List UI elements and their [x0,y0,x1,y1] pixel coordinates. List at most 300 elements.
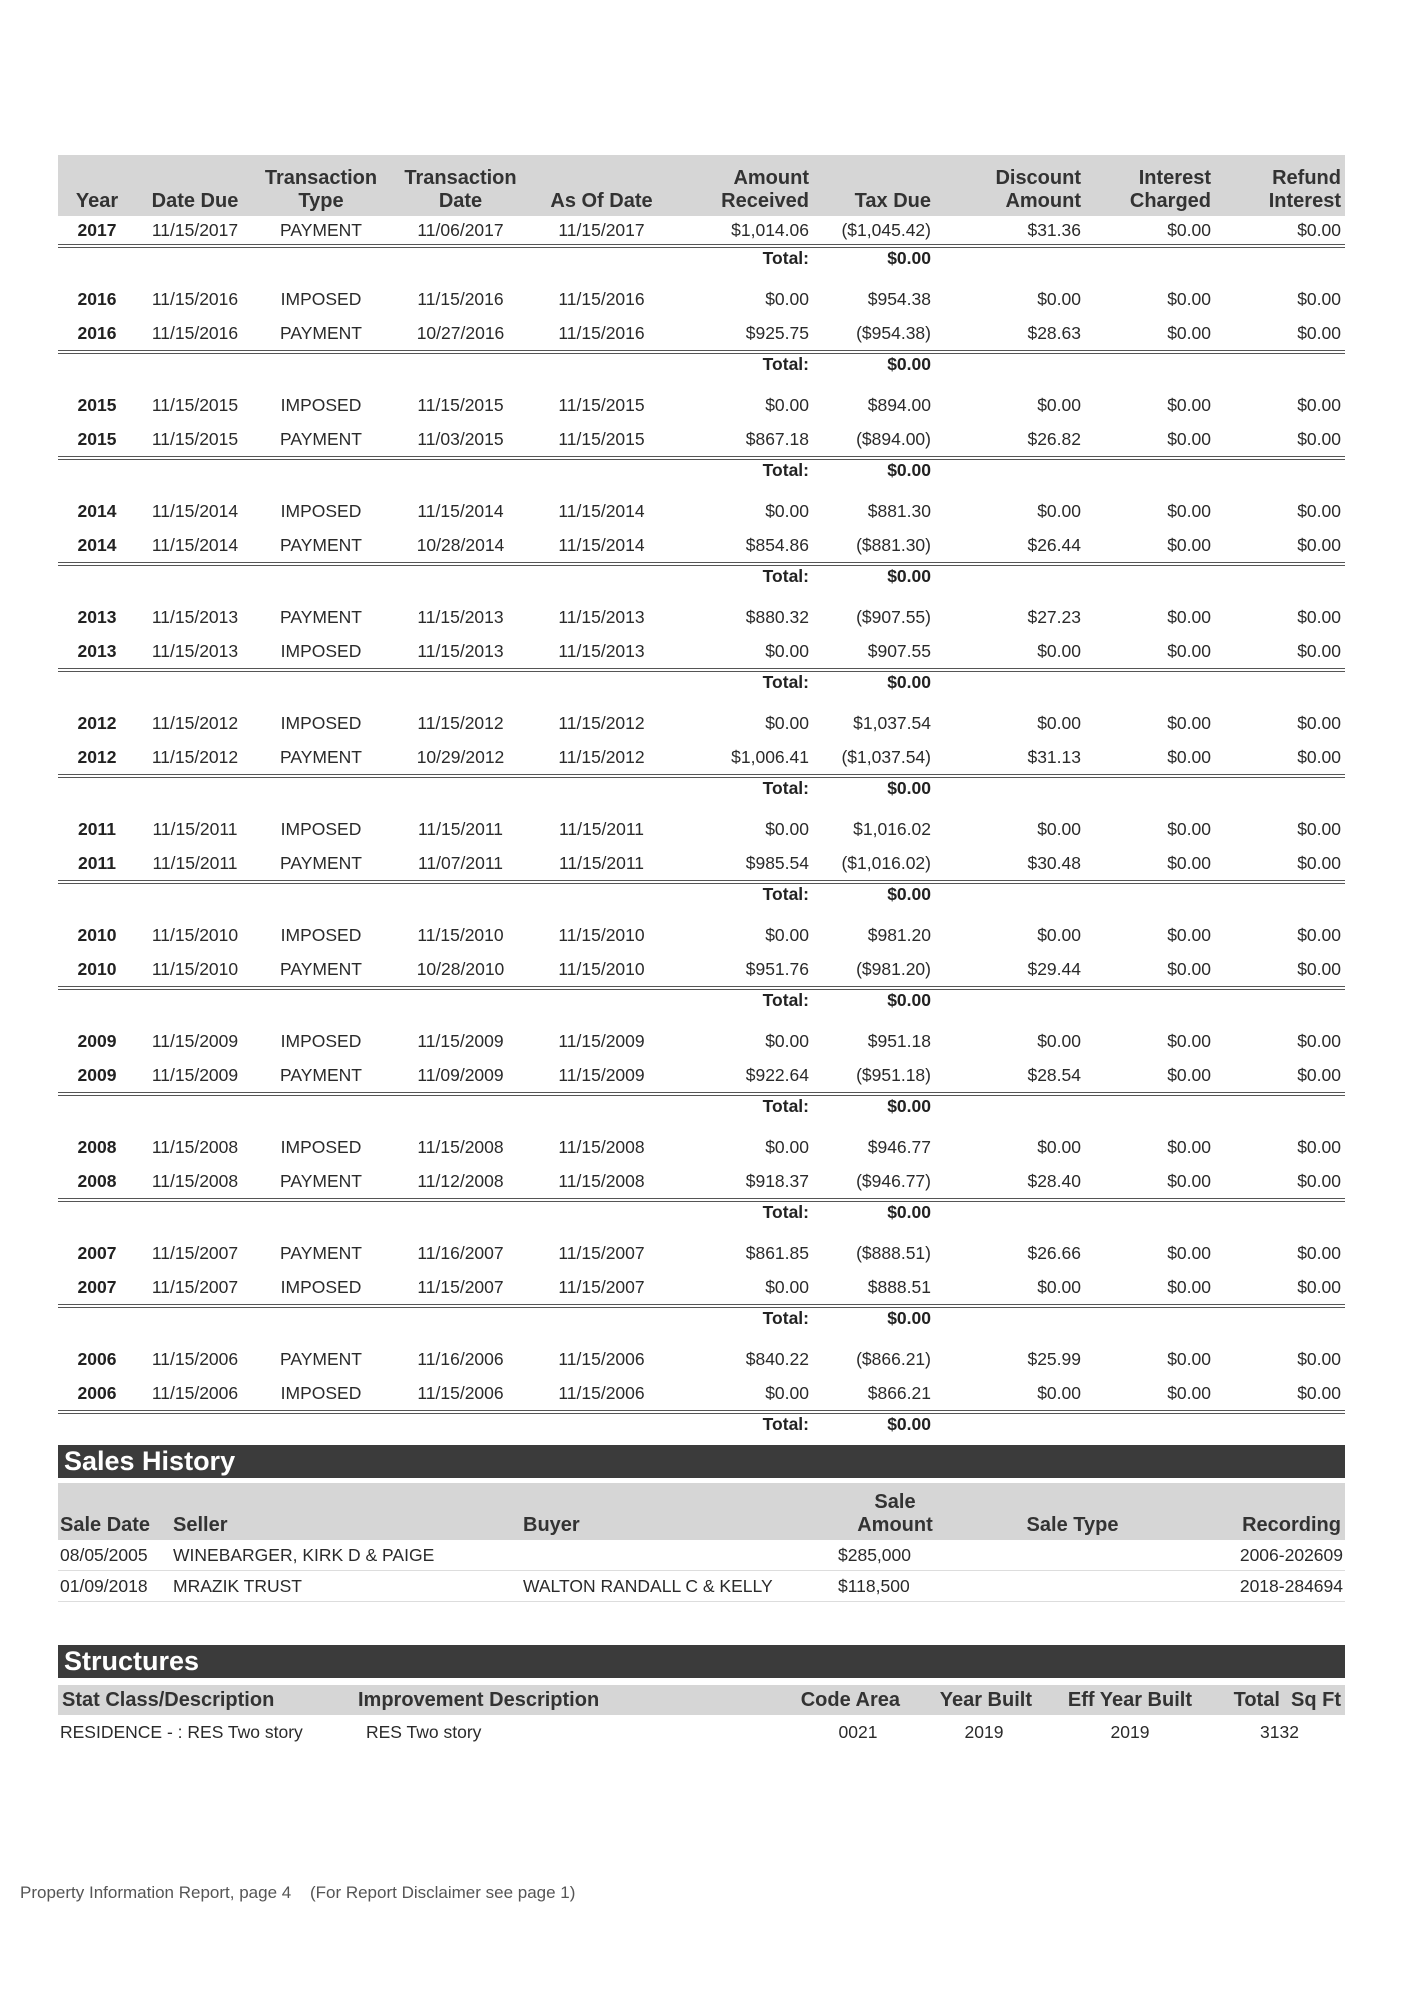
total-cell [388,988,533,1010]
total-cell [254,1412,388,1434]
tax-due: ($954.38) [856,322,931,343]
total-cell [935,1094,1085,1116]
transaction-date: 11/12/2008 [417,1170,504,1191]
tax-due: ($881.30) [856,534,931,555]
sales-header-row [58,1483,1345,1540]
total-value: $0.00 [813,670,935,692]
transaction-type: PAYMENT [280,852,362,873]
refund-interest: $0.00 [1297,288,1341,309]
discount-amount: $0.00 [1037,1030,1081,1051]
total-cell [935,458,1085,480]
amount-received: $880.32 [745,606,809,627]
transaction-date: 11/03/2015 [417,428,504,449]
date-due: 11/15/2010 [151,958,239,979]
total-cell [935,988,1085,1010]
tax-due: ($888.51) [856,1242,931,1263]
year: 2008 [77,1136,117,1157]
total-label: Total: [670,776,813,798]
year: 2013 [77,640,117,661]
year: 2012 [77,746,117,767]
total-cell [58,1412,136,1434]
table-row [58,1540,1345,1571]
interest-charged: $0.00 [1167,1242,1211,1263]
discount-amount: $0.00 [1037,500,1081,521]
transaction-type: IMPOSED [280,500,362,521]
transaction-type: PAYMENT [280,958,362,979]
transaction-date: 11/15/2008 [417,1136,504,1157]
discount-amount: $0.00 [1037,712,1081,733]
header-recording: Recording [1191,1483,1345,1540]
group-spacer [58,1328,1345,1342]
year: 2008 [77,1170,117,1191]
amount-received: $0.00 [765,818,809,839]
total-cell [58,776,136,798]
as-of-date: 11/15/2006 [558,1382,645,1403]
year: 2010 [77,924,117,945]
as-of-date: 11/15/2009 [558,1064,645,1085]
transaction-type: PAYMENT [280,322,362,343]
transaction-type: IMPOSED [280,1382,362,1403]
transaction-type: IMPOSED [280,1276,362,1297]
transaction-date: 11/06/2017 [417,219,504,240]
total-cell [254,352,388,374]
total-cell [388,670,533,692]
amount-received: $0.00 [765,712,809,733]
year: 2017 [77,219,117,240]
transaction-type: PAYMENT [280,534,362,555]
total-cell [58,246,136,268]
header-as-of-date: As Of Date [533,155,670,216]
header-total-sq-ft: Total Sq Ft [1196,1685,1345,1715]
refund-interest: $0.00 [1297,640,1341,661]
total-cell [1085,1306,1215,1328]
refund-interest: $0.00 [1297,818,1341,839]
recording: 2018-284694 [1191,1571,1345,1602]
total-cell [254,1306,388,1328]
total-cell [1215,670,1345,692]
total-label: Total: [670,670,813,692]
group-spacer [58,374,1345,388]
refund-interest: $0.00 [1297,500,1341,521]
tax-due: $981.20 [867,924,931,945]
interest-charged: $0.00 [1167,746,1211,767]
total-cell [58,882,136,904]
seller: MRAZIK TRUST [171,1571,521,1602]
transaction-date: 11/15/2009 [417,1030,504,1051]
total-row [58,988,1345,1010]
amount-received: $867.18 [745,428,809,449]
tax-due: ($894.00) [856,428,931,449]
buyer [521,1540,836,1571]
year: 2012 [77,712,117,733]
transaction-date: 11/15/2013 [417,606,504,627]
group-spacer [58,692,1345,706]
total-cell [1085,882,1215,904]
total-cell [935,564,1085,586]
total-cell [533,1200,670,1222]
discount-amount: $0.00 [1037,1382,1081,1403]
total-cell [1085,246,1215,268]
total-label: Total: [670,1306,813,1328]
total-row [58,1200,1345,1222]
discount-amount: $26.82 [1027,428,1081,449]
as-of-date: 11/15/2012 [558,712,645,733]
total-cell [58,670,136,692]
transaction-date: 10/28/2014 [416,534,505,555]
recording: 2006-202609 [1191,1540,1345,1571]
total-cell [935,352,1085,374]
refund-interest: $0.00 [1297,1242,1341,1263]
total-cell [136,564,254,586]
year: 2016 [77,288,117,309]
total-cell [1085,1200,1215,1222]
refund-interest: $0.00 [1297,1276,1341,1297]
header-sale-type: Sale Type [956,1483,1191,1540]
tax-due: ($1,016.02) [841,852,931,873]
as-of-date: 11/15/2014 [558,534,645,555]
total-cell [254,1094,388,1116]
total-label: Total: [670,1412,813,1434]
table-row [58,952,1345,988]
total-cell [1085,564,1215,586]
header-refund-interest: Refund Interest [1215,155,1345,216]
total-cell [1215,1412,1345,1434]
amount-received: $1,014.06 [731,219,809,240]
total-row [58,1094,1345,1116]
total-cell [136,882,254,904]
transaction-type: PAYMENT [280,1242,362,1263]
header-amount-received: Amount Received [670,155,813,216]
amount-received: $985.54 [745,852,809,873]
year: 2014 [77,534,117,555]
date-due: 11/15/2011 [152,852,238,873]
total-cell [1085,776,1215,798]
tax-due: $954.38 [867,288,931,309]
table-row [58,1571,1345,1602]
total-value: $0.00 [813,246,935,268]
eff-year-built: 2019 [1110,1721,1150,1742]
header-tax-due: Tax Due [813,155,935,216]
transaction-type: PAYMENT [280,428,362,449]
total-cell [136,352,254,374]
amount-received: $0.00 [765,1382,809,1403]
table-row [58,740,1345,776]
total-row [58,564,1345,586]
total-cell [1085,458,1215,480]
total-label: Total: [670,882,813,904]
total-label: Total: [670,988,813,1010]
seller: WINEBARGER, KIRK D & PAIGE [171,1540,521,1571]
discount-amount: $28.54 [1027,1064,1081,1085]
group-spacer [58,1116,1345,1130]
transaction-type: IMPOSED [280,818,362,839]
total-cell [136,670,254,692]
table-row [58,388,1345,422]
tax-due: ($1,045.42) [841,219,931,240]
spacer-cell [58,798,1345,812]
total-cell [935,882,1085,904]
discount-amount: $0.00 [1037,1136,1081,1157]
total-cell [1085,1094,1215,1116]
total-cell [58,1306,136,1328]
sale-amount: $285,000 [836,1540,956,1571]
refund-interest: $0.00 [1297,1348,1341,1369]
total-value: $0.00 [813,776,935,798]
refund-interest: $0.00 [1297,924,1341,945]
as-of-date: 11/15/2011 [559,852,644,873]
total-value: $0.00 [813,988,935,1010]
transaction-date: 11/15/2012 [417,712,504,733]
table-row [58,1130,1345,1164]
total-cell [136,246,254,268]
transaction-type: IMPOSED [280,1030,362,1051]
table-row [58,812,1345,846]
total-row [58,670,1345,692]
table-row [58,282,1345,316]
discount-amount: $0.00 [1037,924,1081,945]
total-cell [1215,352,1345,374]
total-cell [533,1412,670,1434]
sale-date: 08/05/2005 [58,1540,171,1571]
year: 2011 [78,818,116,839]
date-due: 11/15/2013 [151,606,239,627]
table-row [58,216,1345,246]
table-row [58,1715,1345,1749]
interest-charged: $0.00 [1167,852,1211,873]
total-value: $0.00 [813,1306,935,1328]
transaction-date: 10/28/2010 [416,958,505,979]
transaction-type: PAYMENT [280,1348,362,1369]
table-row [58,422,1345,458]
spacer-cell [58,904,1345,918]
total-cell [136,988,254,1010]
transaction-date: 10/27/2016 [416,322,505,343]
refund-interest: $0.00 [1297,606,1341,627]
table-row [58,706,1345,740]
total-cell [388,1412,533,1434]
structures-table [58,1685,1345,1749]
tax-due: $888.51 [867,1276,931,1297]
interest-charged: $0.00 [1167,818,1211,839]
interest-charged: $0.00 [1167,219,1211,240]
amount-received: $918.37 [745,1170,809,1191]
table-row [58,494,1345,528]
refund-interest: $0.00 [1297,1064,1341,1085]
date-due: 11/15/2014 [151,534,239,555]
year: 2013 [77,606,117,627]
total-cell [935,1306,1085,1328]
spacer-cell [58,374,1345,388]
table-row [58,316,1345,352]
header-sale-date: Sale Date [58,1483,171,1540]
refund-interest: $0.00 [1297,1136,1341,1157]
transaction-type: PAYMENT [280,606,362,627]
year: 2009 [77,1030,117,1051]
total-cell [533,458,670,480]
as-of-date: 11/15/2012 [558,746,645,767]
group-spacer [58,586,1345,600]
amount-received: $0.00 [765,924,809,945]
interest-charged: $0.00 [1167,288,1211,309]
interest-charged: $0.00 [1167,1170,1211,1191]
total-value: $0.00 [813,882,935,904]
total-cell [935,1200,1085,1222]
tax-due: $1,016.02 [853,818,931,839]
header-code-area: Code Area [774,1685,904,1715]
tax-due: $866.21 [867,1382,931,1403]
table-row [58,1270,1345,1306]
discount-amount: $26.66 [1027,1242,1081,1263]
tax-due: ($946.77) [856,1170,931,1191]
total-cell [1085,1412,1215,1434]
total-cell [533,1306,670,1328]
header-date-due: Date Due [136,155,254,216]
as-of-date: 11/15/2013 [558,606,645,627]
date-due: 11/15/2006 [151,1382,239,1403]
transaction-type: IMPOSED [280,712,362,733]
year: 2011 [78,852,116,873]
discount-amount: $0.00 [1037,640,1081,661]
total-cell [1215,988,1345,1010]
discount-amount: $25.99 [1027,1348,1081,1369]
total-value: $0.00 [813,1094,935,1116]
amount-received: $0.00 [765,500,809,521]
total-cell [254,882,388,904]
as-of-date: 11/15/2011 [559,818,644,839]
interest-charged: $0.00 [1167,958,1211,979]
group-spacer [58,1222,1345,1236]
total-cell [935,670,1085,692]
interest-charged: $0.00 [1167,428,1211,449]
refund-interest: $0.00 [1297,1382,1341,1403]
header-eff-year-built: Eff Year Built [1036,1685,1196,1715]
total-row [58,246,1345,268]
transaction-date: 11/15/2010 [417,924,504,945]
interest-charged: $0.00 [1167,1030,1211,1051]
interest-charged: $0.00 [1167,924,1211,945]
tax-due: ($866.21) [856,1348,931,1369]
table-row [58,1376,1345,1412]
as-of-date: 11/15/2017 [558,219,645,240]
year: 2007 [77,1276,117,1297]
transaction-date: 11/15/2006 [417,1382,504,1403]
date-due: 11/15/2006 [151,1348,239,1369]
spacer-cell [58,480,1345,494]
discount-amount: $0.00 [1037,288,1081,309]
total-label: Total: [670,564,813,586]
transaction-date: 11/15/2011 [418,818,503,839]
amount-received: $0.00 [765,394,809,415]
code-area: 0021 [838,1721,878,1742]
total-label: Total: [670,458,813,480]
year: 2006 [77,1348,117,1369]
amount-received: $0.00 [765,1276,809,1297]
as-of-date: 11/15/2015 [558,394,645,415]
discount-amount: $0.00 [1037,394,1081,415]
total-cell [1215,458,1345,480]
year: 2015 [77,428,117,449]
tax-due: $951.18 [867,1030,931,1051]
tax-due: $894.00 [867,394,931,415]
amount-received: $0.00 [765,1030,809,1051]
discount-amount: $28.40 [1027,1170,1081,1191]
amount-received: $925.75 [745,322,809,343]
spacer-cell [58,268,1345,282]
interest-charged: $0.00 [1167,1382,1211,1403]
table-row [58,918,1345,952]
amount-received: $922.64 [745,1064,809,1085]
total-cell [136,458,254,480]
total-cell [1215,1094,1345,1116]
transaction-type: IMPOSED [280,1136,362,1157]
interest-charged: $0.00 [1167,500,1211,521]
amount-received: $951.76 [745,958,809,979]
header-year: Year [58,155,136,216]
header-transaction-type: Transaction Type [254,155,388,216]
year-built: 2019 [964,1721,1004,1742]
total-cell [533,1094,670,1116]
total-cell [136,776,254,798]
tax-due: $907.55 [867,640,931,661]
stat-class: RESIDENCE - : RES Two story [60,1721,303,1742]
discount-amount: $29.44 [1027,958,1081,979]
year: 2014 [77,500,117,521]
date-due: 11/15/2007 [151,1276,239,1297]
date-due: 11/15/2009 [151,1064,239,1085]
total-value: $0.00 [813,458,935,480]
transaction-date: 11/09/2009 [417,1064,504,1085]
as-of-date: 11/15/2014 [558,500,645,521]
total-row [58,1306,1345,1328]
table-row [58,846,1345,882]
discount-amount: $31.13 [1027,746,1081,767]
tax-history-body [58,216,1345,1434]
amount-received: $861.85 [745,1242,809,1263]
sales-history-title: Sales History [58,1445,1345,1478]
total-row [58,352,1345,374]
total-cell [1215,564,1345,586]
transaction-date: 11/07/2011 [418,852,503,873]
total-cell [388,246,533,268]
refund-interest: $0.00 [1297,712,1341,733]
interest-charged: $0.00 [1167,1136,1211,1157]
total-cell [935,776,1085,798]
amount-received: $854.86 [745,534,809,555]
date-due: 11/15/2017 [151,219,239,240]
total-cell [254,670,388,692]
group-spacer [58,1010,1345,1024]
interest-charged: $0.00 [1167,394,1211,415]
date-due: 11/15/2012 [151,746,239,767]
header-stat-class: Stat Class/Description [58,1685,354,1715]
sale-amount: $118,500 [836,1571,956,1602]
total-cell [388,352,533,374]
total-cell [1085,670,1215,692]
total-value: $0.00 [813,564,935,586]
date-due: 11/15/2015 [151,394,239,415]
tax-due: ($907.55) [856,606,931,627]
total-cell [935,1412,1085,1434]
transaction-date: 11/15/2007 [417,1276,504,1297]
total-cell [254,1200,388,1222]
tax-due: ($981.20) [856,958,931,979]
sales-history-table [58,1483,1345,1602]
header-sale-amount: Sale Amount [836,1483,956,1540]
total-cell [388,776,533,798]
total-value: $0.00 [813,1412,935,1434]
spacer-cell [58,692,1345,706]
group-spacer [58,904,1345,918]
